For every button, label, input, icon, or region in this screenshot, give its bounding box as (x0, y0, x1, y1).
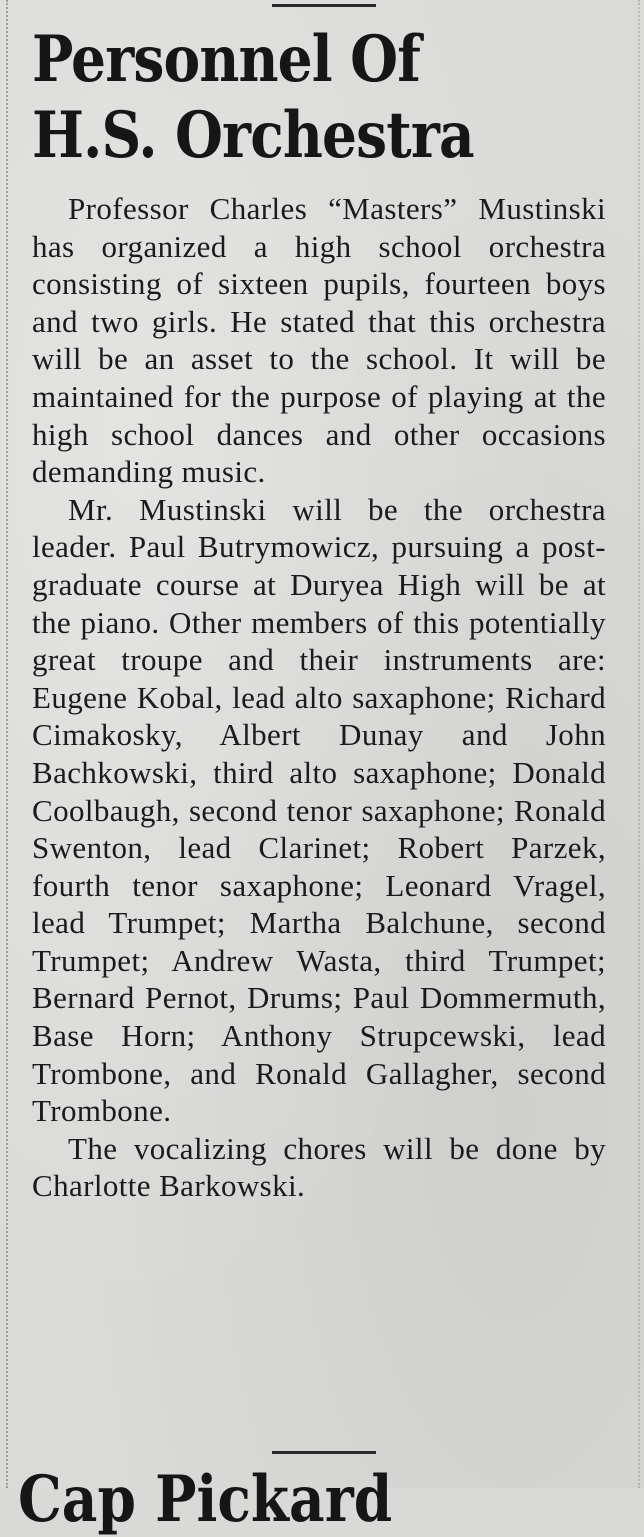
article-paragraph: The vocalizing chores will be done by Charlotte Barkowski. (32, 1130, 606, 1204)
article-headline (32, 22, 474, 174)
top-divider-rule (272, 4, 376, 7)
next-article-headline-fragment: Cap Pickard (18, 1462, 393, 1537)
article-paragraph: Professor Charles “Masters” Mustinski has organized a high school orchestra consisting of sixteen pupils, fourteen boys and two girls. He stated that this orchestra will be an asset to the school. It will be maintained for the purpose of playing at the high school dances and other occasions demanding music. (32, 191, 606, 490)
article-body (32, 190, 606, 1205)
next-article-headline-cutoff (18, 1462, 618, 1537)
article-paragraph: Mr. Mustinski will be the orchestra leader. Paul Butrymowicz, pursuing a post-graduate course at Duryea High will be at the piano. Other members of this potentially great troupe and their instruments are: Eugene Kobal, lead alto saxaphone; Richard Cimakosky, Albert Dunay and John Bachkowski, third alto saxaphone; Donald Coolbaugh, second tenor saxaphone; Ronald Swenton, lead Clarinet; Robert Parzek, fourth tenor saxaphone; Leonard Vragel, lead Trumpet; Martha Balchune, second Trumpet; Andrew Wasta, third Trumpet; Bernard Pernot, Drums; Paul Dommermuth, Base Horn; Anthony Strupcewski, lead Trombone, and Ronald Gallagher, second Trombone. (32, 491, 606, 1129)
clipping-right-edge (638, 0, 644, 1488)
headline-line-1: Personnel Of (32, 22, 421, 97)
clipping-left-edge (0, 0, 8, 1488)
bottom-divider-rule (272, 1451, 376, 1454)
headline-line-2: H.S. Orchestra (32, 98, 474, 173)
